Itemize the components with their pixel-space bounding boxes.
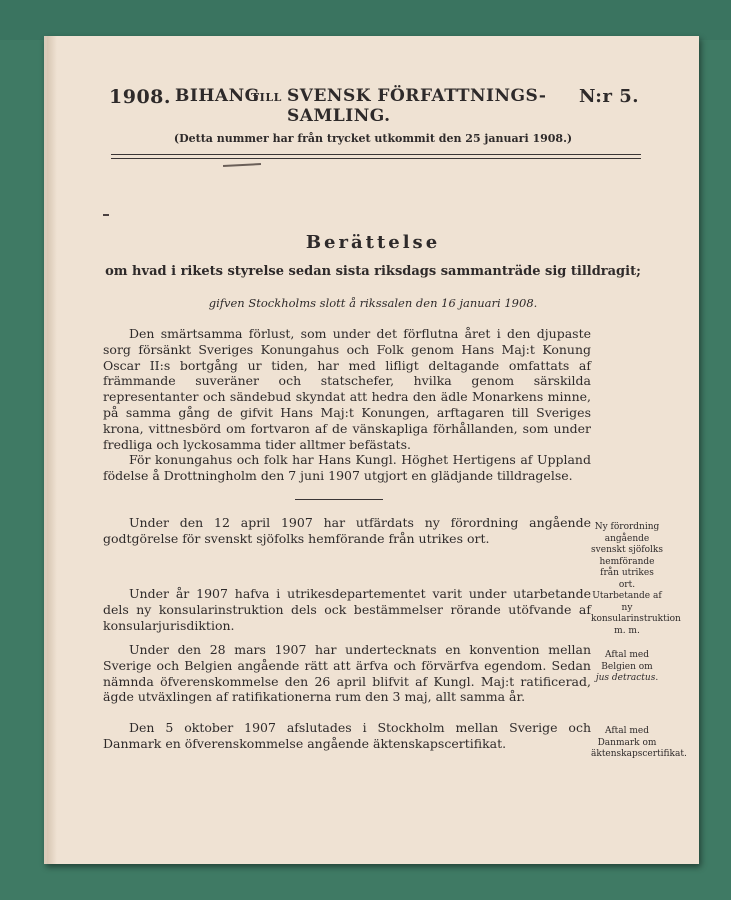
subheading: (Detta nummer har från trycket utkommit den 25 januari 1908.) xyxy=(173,132,573,145)
section-paragraph xyxy=(103,720,591,752)
intro-text xyxy=(103,326,591,484)
intro-paragraph-1: Den smärtsamma förlust, som under det förflutna året i den djupaste sorg försänkt Sveriges Konungahus och Folk genom Hans Maj:t Konung Oscar II:s bortgång ur tiden, har med lifligt deltagande omfattats af främmande suveräner och statschefer, hvilka genom särskilda representanter och sändebud skyndat att hedra den ädle Monarkens minne, på samma gång de gifvit Hans Maj:t Konungen, arftagaren till Sveriges krona, vittnesbörd om fortvaron af de vänskapliga förhållanden, som under fredliga och lyckosamma tider alltmer befästats. xyxy=(103,326,591,452)
header-year: 1908. xyxy=(109,86,171,108)
header-title-a: BIHANG xyxy=(175,86,260,106)
header-rule-secondary xyxy=(111,158,641,159)
section-text: Under år 1907 hafva i utrikesdepartementet varit under utarbetande dels ny konsularinstruktion dels ock bestämmelser rörande utöfvande af konsularjurisdiktion. xyxy=(103,586,591,633)
section-separator xyxy=(295,499,383,500)
ink-mark xyxy=(103,214,109,216)
section-text: Under den 12 april 1907 har utfärdats ny förordning angående godtgörelse för svenskt sjöfolks hemförande från utrikes ort. xyxy=(103,515,591,546)
section-text: Under den 28 mars 1907 har undertecknats en konvention mellan Sverige och Belgien angående rätt att ärfva och förvärfva egendom. Sedan nämnda öfverenskommelse den 26 april blifvit af Kungl. Maj:t ratificerad, ägde utväxlingen af ratifikationerna rum den 3 maj, allt samma år. xyxy=(103,642,591,705)
ink-mark xyxy=(223,163,261,167)
section-paragraph xyxy=(103,642,591,705)
page-spine xyxy=(47,36,57,864)
document-title: Berättelse xyxy=(305,232,441,253)
page-header xyxy=(109,86,639,126)
header-title-b: SVENSK FÖRFATTNINGS-SAMLING. xyxy=(287,86,547,126)
margin-note: Ny förordning angående svenskt sjöfolks hemförande från utrikes ort. xyxy=(591,522,663,590)
section-text: Den 5 oktober 1907 afslutades i Stockholm mellan Sverige och Danmark en öfverenskommelse angående äktenskapscertifikat. xyxy=(103,720,591,751)
margin-note: Utarbetande af ny konsularinstruktion m. m. xyxy=(591,591,681,636)
margin-note-text: Aftal med Belgien om xyxy=(601,650,653,672)
margin-note-italic: jus detractus. xyxy=(595,673,659,683)
section-paragraph xyxy=(103,515,591,547)
margin-note: Aftal med Danmark om äktenskapscertifikat. xyxy=(591,726,687,759)
margin-note xyxy=(591,650,663,685)
intro-paragraph-2: För konungahus och folk har Hans Kungl. Höghet Hertigens af Uppland födelse å Drottningholm den 7 juni 1907 utgjort en glädjande tilldragelse. xyxy=(103,452,591,484)
document-subtitle: om hvad i rikets styrelse sedan sista riksdags sammanträde sig tilldragit; xyxy=(105,264,641,279)
dateline: gifven Stockholms slott å rikssalen den 16 januari 1908. xyxy=(208,296,538,310)
background-top xyxy=(0,0,731,40)
header-rule xyxy=(111,154,641,155)
section-paragraph xyxy=(103,586,591,633)
header-title-till: TILL xyxy=(251,91,282,104)
document-page xyxy=(44,36,699,864)
header-number: N:r 5. xyxy=(579,86,639,107)
